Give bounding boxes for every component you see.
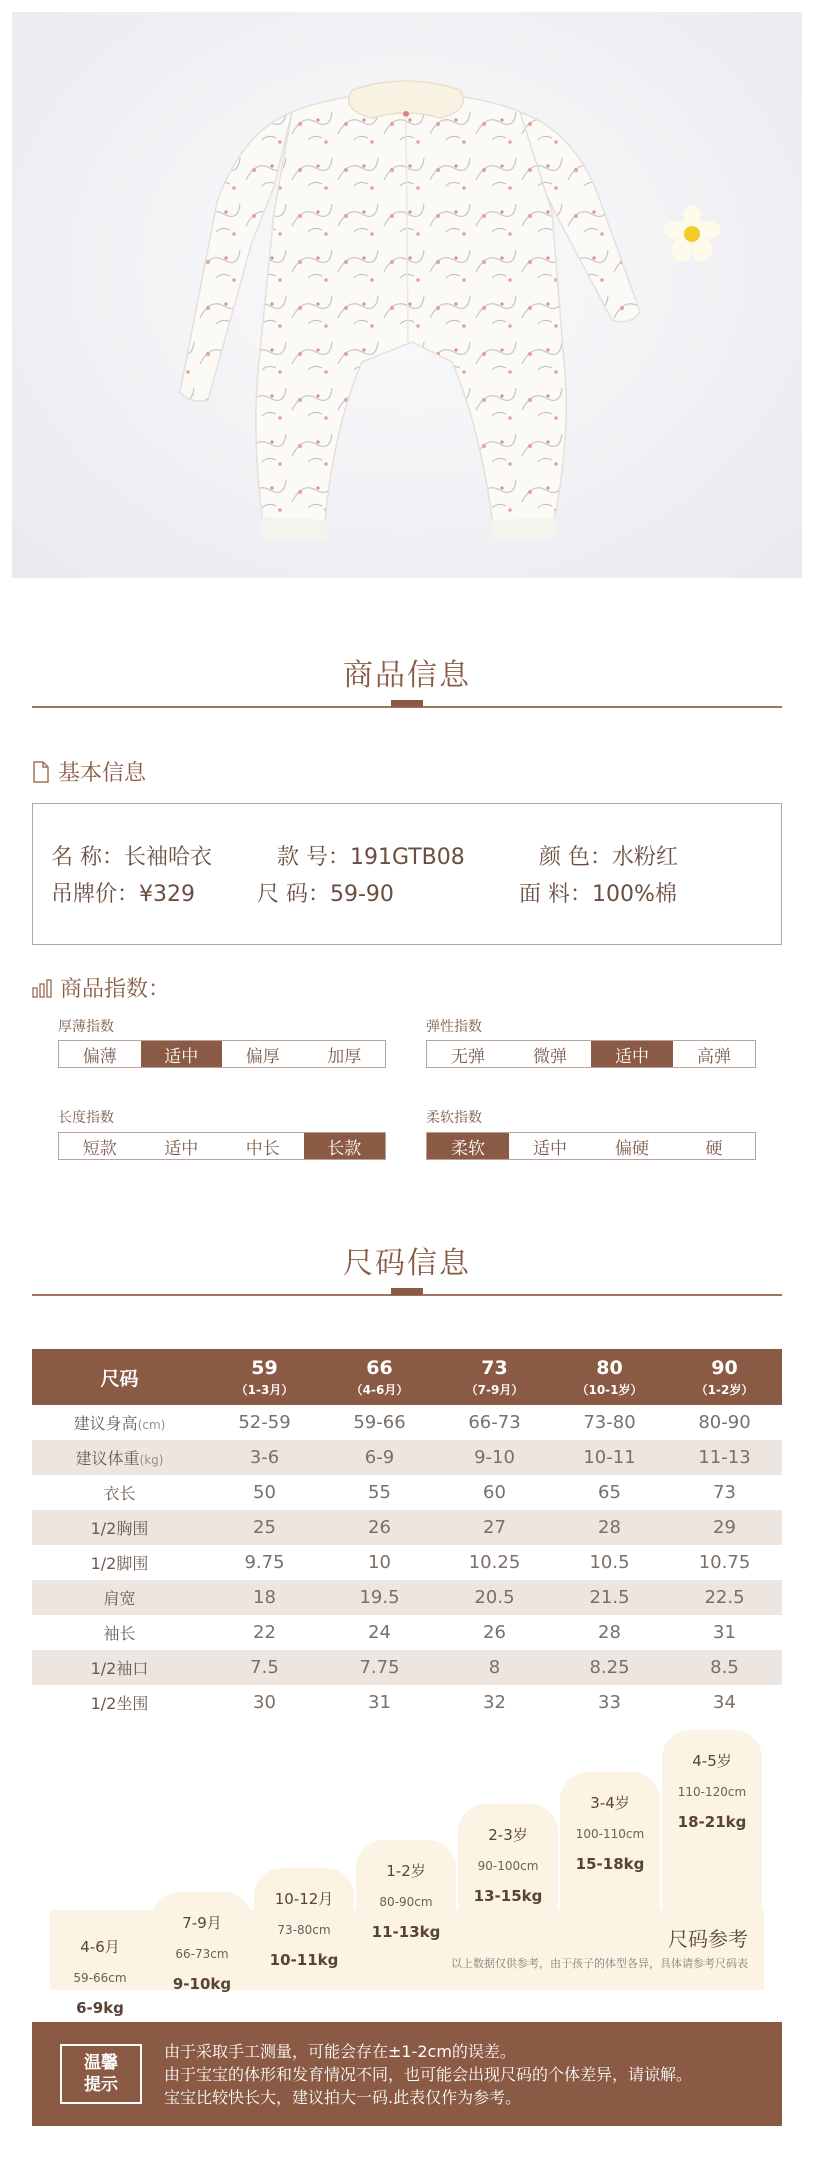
basic-info-title: 基本信息 [58,761,147,786]
index-option: 偏硬 [615,1138,649,1159]
table-cell: 3-6 [249,1447,280,1468]
table-cell: 22.5 [704,1587,745,1608]
size-reference-chart [50,1730,764,2017]
table-cell: 30 [253,1692,276,1713]
header-cell: 59 （1-3月） [235,1356,294,1397]
reference-age: 7-9月 [182,1914,222,1932]
table-cell: 10.25 [468,1552,521,1573]
table-cell: 20.5 [474,1587,515,1608]
table-cell: 59-66 [353,1412,406,1433]
basic-info-heading [32,756,146,787]
table-cell: 65 [598,1482,621,1503]
table-cell: 7.75 [359,1657,400,1678]
size-reference-title: 尺码参考 [668,1927,748,1951]
table-cell: 25 [253,1517,276,1538]
reference-age: 10-12月 [274,1890,334,1908]
reference-age: 3-4岁 [590,1794,630,1812]
table-cell: 34 [713,1692,736,1713]
reference-weight: 15-18kg [575,1855,645,1873]
table-cell: 31 [368,1692,391,1713]
index-option-selected: 适中 [141,1041,223,1067]
product-index-heading [32,972,170,1003]
info-tag-price: 吊牌价：¥329 [51,882,195,907]
reference-column [152,1892,252,1993]
row-label: 肩宽 [103,1589,136,1608]
table-cell: 8.5 [710,1657,739,1678]
table-cell: 24 [368,1622,391,1643]
reference-column [560,1772,660,1916]
size-info-title: 尺码信息 [343,1246,471,1281]
row-label: 建议体重(kg) [75,1449,164,1468]
row-label: 建议身高(cm) [73,1414,166,1433]
index-length-scale [58,1132,386,1160]
table-row [32,1405,782,1440]
warm-tips-text [164,2040,692,2109]
reference-weight: 18-21kg [677,1813,747,1831]
section-divider-notch [391,700,423,707]
table-cell: 21.5 [589,1587,630,1608]
reference-weight: 9-10kg [172,1975,232,1993]
index-option: 加厚 [327,1046,362,1067]
index-thickness-scale [58,1040,386,1068]
row-label: 1/2胸围 [90,1519,149,1538]
index-option: 中长 [245,1138,280,1159]
reference-weight: 10-11kg [269,1951,339,1969]
reference-weight: 6-9kg [76,1999,124,2017]
table-cell: 9.75 [244,1552,285,1573]
table-cell: 27 [483,1517,506,1538]
table-cell: 73-80 [583,1412,636,1433]
table-row [32,1650,782,1685]
basic-info-row [51,840,678,871]
reference-column [254,1868,354,1990]
table-cell: 9-10 [474,1447,515,1468]
bar-chart-icon [32,978,52,998]
table-cell: 19.5 [359,1587,400,1608]
index-option: 偏厚 [245,1046,280,1067]
index-option: 偏薄 [82,1046,117,1067]
tip-line: 由于宝宝的体形和发育情况不同，也可能会出现尺码的个体差异，请谅解。 [164,2065,693,2084]
table-row [32,1475,782,1510]
index-option: 高弹 [697,1046,731,1067]
info-fabric: 面 料：100%棉 [519,882,677,907]
row-label: 1/2袖口 [90,1659,149,1678]
index-softness-label: 柔软指数 [426,1110,482,1126]
index-thickness-label: 厚薄指数 [58,1019,114,1035]
header-cell: 73 （7-9月） [465,1356,524,1397]
size-reference-note: 以上数据仅供参考，由于孩子的体型各异，具体请参考尺码表 [451,1957,748,1970]
info-name: 名 称：长袖哈衣 [51,845,212,870]
reference-column [50,1916,150,2017]
warm-tips-banner [32,2022,782,2126]
tip-line: 宝宝比较快长大，建议拍大一码.此表仅作为参考。 [164,2088,522,2107]
table-row [32,1545,782,1580]
reference-height: 80-90cm [379,1895,433,1909]
reference-height: 73-80cm [277,1923,331,1937]
romper-illustration [12,12,802,578]
reference-weight: 11-13kg [371,1923,441,1941]
table-cell: 26 [483,1622,506,1643]
table-cell: 73 [713,1482,736,1503]
table-cell: 33 [598,1692,621,1713]
index-option: 微弹 [533,1046,567,1067]
reference-height: 100-110cm [575,1827,645,1841]
reference-age: 2-3岁 [488,1826,528,1844]
reference-age: 1-2岁 [386,1862,426,1880]
table-cell: 28 [598,1622,621,1643]
table-cell: 26 [368,1517,391,1538]
table-cell: 6-9 [364,1447,395,1468]
table-cell: 7.5 [250,1657,279,1678]
info-size: 尺 码：59-90 [257,882,394,907]
index-elasticity-label: 弹性指数 [426,1019,482,1035]
header-cell: 66 （4-6月） [350,1356,409,1397]
table-cell: 18 [253,1587,276,1608]
table-row [32,1440,782,1475]
table-cell: 55 [368,1482,391,1503]
row-label: 1/2脚围 [90,1554,149,1573]
basic-info-row [51,877,677,908]
index-elasticity-scale [426,1040,756,1068]
table-cell: 50 [253,1482,276,1503]
table-cell: 31 [713,1622,736,1643]
size-table-header [32,1349,782,1405]
size-table [32,1349,782,1720]
index-option-selected: 柔软 [427,1133,509,1159]
table-cell: 32 [483,1692,506,1713]
index-option-selected: 适中 [591,1041,673,1067]
table-cell: 29 [713,1517,736,1538]
table-cell: 10.75 [698,1552,751,1573]
table-cell: 10 [368,1552,391,1573]
index-length-label: 长度指数 [58,1110,114,1126]
reference-column [356,1840,456,1990]
reference-weight: 13-15kg [473,1887,543,1905]
index-option-selected: 长款 [304,1133,386,1159]
row-label: 1/2坐围 [90,1694,149,1713]
index-option: 无弹 [451,1046,485,1067]
index-softness-scale [426,1132,756,1160]
flower-icon [662,204,722,264]
index-option: 短款 [82,1138,117,1159]
reference-age: 4-5岁 [692,1752,732,1770]
header-cell: 90 （1-2岁） [695,1356,754,1397]
table-cell: 22 [253,1622,276,1643]
product-photo [12,12,802,578]
header-cell: 尺码 [100,1367,139,1390]
section-divider-notch [391,1288,423,1295]
table-cell: 10-11 [583,1447,636,1468]
product-info-title: 商品信息 [343,658,471,693]
document-icon [32,761,50,783]
reference-column [662,1730,762,1916]
table-cell: 8.25 [589,1657,630,1678]
table-cell: 60 [483,1482,506,1503]
product-index-title: 商品指数： [60,977,171,1002]
info-style-no: 款 号：191GTB08 [277,845,465,870]
reference-height: 66-73cm [175,1947,229,1961]
reference-height: 59-66cm [73,1971,127,1985]
index-option: 硬 [705,1138,723,1159]
warm-tips-badge: 温馨 提示 [60,2044,142,2104]
row-label: 袖长 [103,1624,136,1643]
reference-height: 90-100cm [477,1859,539,1873]
info-color: 颜 色：水粉红 [539,845,678,870]
index-option: 适中 [533,1138,567,1159]
table-cell: 11-13 [698,1447,751,1468]
row-label: 衣长 [103,1484,136,1503]
table-row [32,1685,782,1720]
table-cell: 52-59 [238,1412,291,1433]
reference-column [458,1804,558,1916]
table-cell: 80-90 [698,1412,751,1433]
table-cell: 8 [488,1657,501,1678]
basic-info-box [32,803,782,945]
index-option: 适中 [164,1138,199,1159]
tip-line: 由于采取手工测量，可能会存在±1-2cm的误差。 [164,2042,516,2061]
table-cell: 28 [598,1517,621,1538]
table-row [32,1510,782,1545]
reference-age: 4-6月 [80,1938,120,1956]
table-row [32,1580,782,1615]
table-row [32,1615,782,1650]
table-cell: 66-73 [468,1412,521,1433]
reference-height: 110-120cm [677,1785,747,1799]
table-cell: 10.5 [589,1552,630,1573]
header-cell: 80 （10-1岁） [576,1356,643,1397]
